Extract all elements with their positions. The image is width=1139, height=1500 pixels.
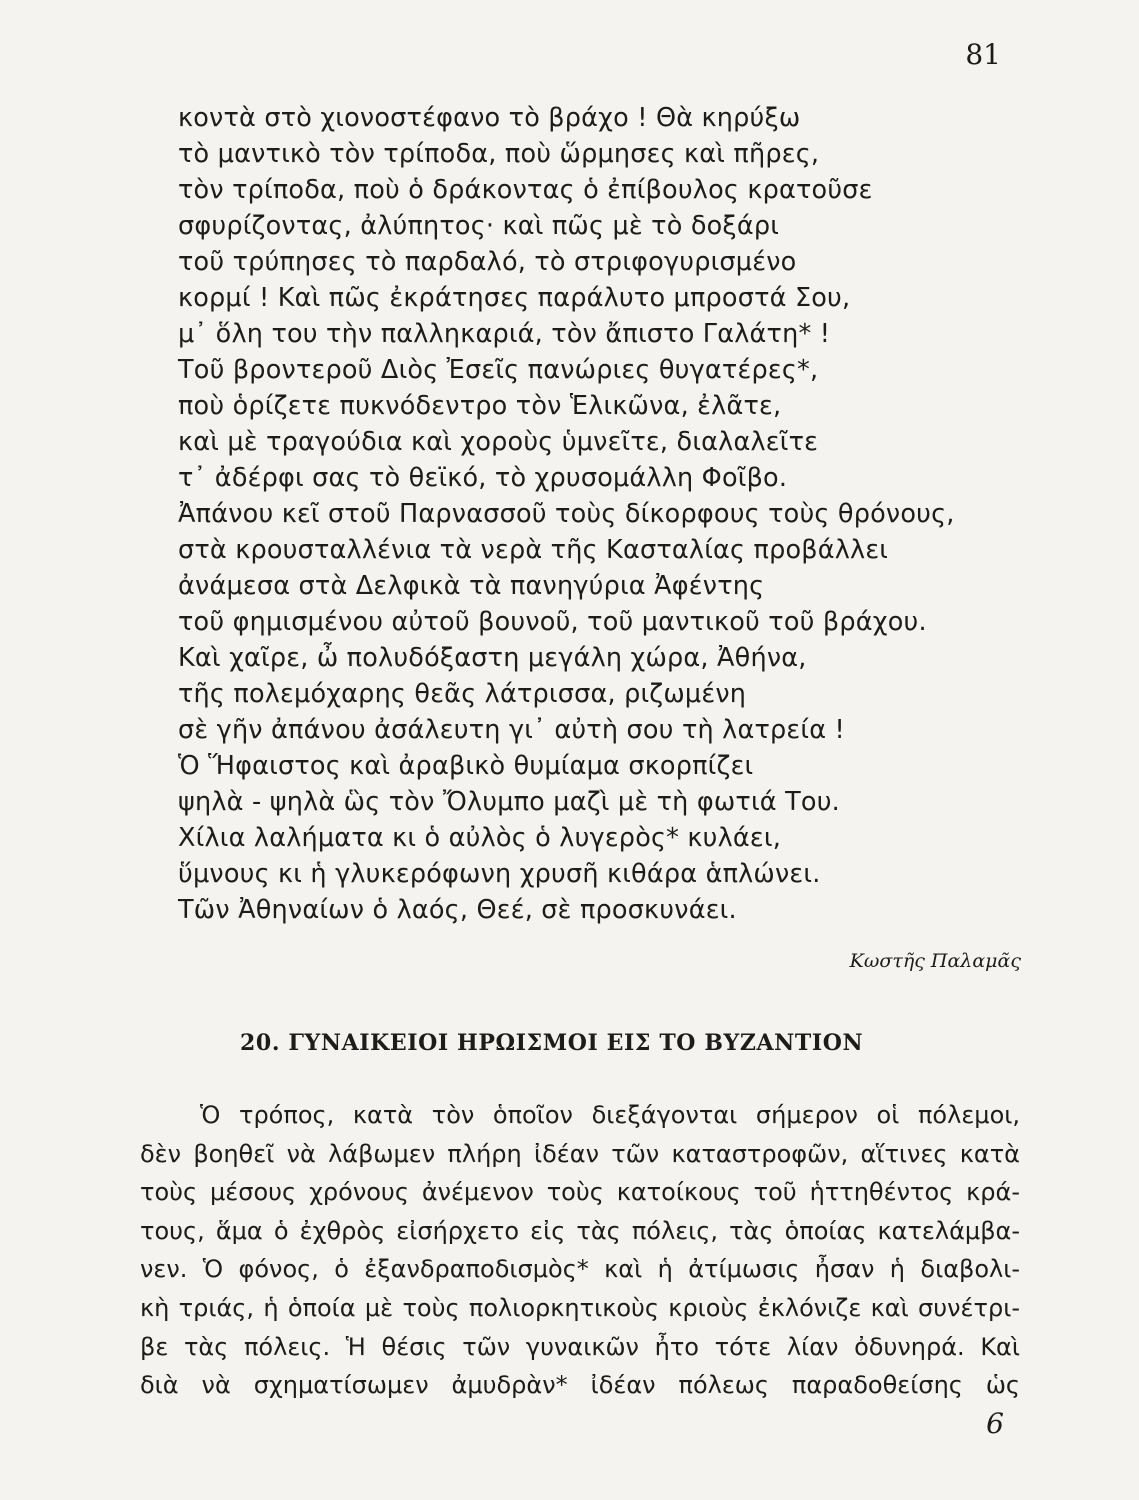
poem-line: Τῶν Ἀθηναίων ὁ λαός, Θεέ, σὲ προσκυνάει. xyxy=(178,895,737,925)
prose-line: κὴ τριάς, ἡ ὁποία μὲ τοὺς πολιορκητικοὺς κριοὺς ἐκλόνιζε καὶ συνέτρι- xyxy=(140,1293,1020,1322)
poem-line: τὸ μαντικὸ τὸν τρίποδα, ποὺ ὥρμησες καὶ πῆρες, xyxy=(178,139,820,169)
poem-line: τοῦ τρύπησες τὸ παρδαλό, τὸ στριφογυρισμένο xyxy=(178,247,797,277)
poem-line: ὕμνους κι ἡ γλυκερόφωνη χρυσῆ κιθάρα ἁπλώνει. xyxy=(178,859,821,889)
poem-line: σφυρίζοντας, ἀλύπητος· καὶ πῶς μὲ τὸ δοξάρι xyxy=(178,211,780,241)
section-heading: 20. ΓΥΝΑΙΚΕΙΟΙ ΗΡΩΙΣΜΟΙ ΕΙΣ ΤΟ ΒΥΖΑΝΤΙΟΝ xyxy=(240,1030,864,1056)
poem-line: μ᾿ ὅλη του τὴν παλληκαριά, τὸν ἄπιστο Γαλάτη* ! xyxy=(178,319,831,349)
poem-line: τῆς πολεμόχαρης θεᾶς λάτρισσα, ριζωμένη xyxy=(178,679,747,709)
prose-line: τοὺς μέσους χρόνους ἀνέμενον τοὺς κατοίκους τοῦ ἡττηθέντος κρά- xyxy=(140,1178,1020,1207)
poem-line: Τοῦ βροντεροῦ Διὸς Ἐσεῖς πανώριες θυγατέρες*, xyxy=(178,355,819,385)
prose-line: διὰ νὰ σχηματίσωμεν ἀμυδρὰν* ἰδέαν πόλεως παραδοθείσης ὡς xyxy=(140,1371,1020,1400)
poem-line: Χίλια λαλήματα κι ὁ αὐλὸς ὁ λυγερὸς* κυλάει, xyxy=(178,823,782,853)
poem-line: σὲ γῆν ἀπάνου ἀσάλευτη γι᾿ αὐτὴ σου τὴ λατρεία ! xyxy=(178,715,845,745)
poem-line: κορμί ! Καὶ πῶς ἐκράτησες παράλυτο μπροστά Σου, xyxy=(178,283,851,313)
poem-line: ψηλὰ - ψηλὰ ὣς τὸν Ὄλυμπο μαζὶ μὲ τὴ φωτιά Του. xyxy=(178,787,840,817)
poem-line: τοῦ φημισμένου αὐτοῦ βουνοῦ, τοῦ μαντικοῦ τοῦ βράχου. xyxy=(178,607,927,637)
poem-line: καὶ μὲ τραγούδια καὶ χοροὺς ὑμνεῖτε, διαλαλεῖτε xyxy=(178,427,819,457)
poem-line: Ἀπάνου κεῖ στοῦ Παρνασσοῦ τοὺς δίκορφους τοὺς θρόνους, xyxy=(178,499,955,529)
poem-author: Κωστῆς Παλαμᾶς xyxy=(849,950,1021,972)
poem-line: ἀνάμεσα στὰ Δελφικὰ τὰ πανηγύρια Ἀφέντης xyxy=(178,571,765,601)
prose-line: νεν. Ὁ φόνος, ὁ ἐξανδραποδισμὸς* καὶ ἡ ἀτίμωσις ἦσαν ἡ διαβολι- xyxy=(140,1255,1020,1284)
prose-line: δὲν βοηθεῖ νὰ λάβωμεν πλήρη ἰδέαν τῶν καταστροφῶν, αἵτινες κατὰ xyxy=(140,1139,1020,1168)
poem-line: τ᾿ ἀδέρφι σας τὸ θεϊκό, τὸ χρυσομάλλη Φοῖβο. xyxy=(178,463,788,493)
page-number: 81 xyxy=(965,38,1001,71)
poem-line: τὸν τρίποδα, ποὺ ὁ δράκοντας ὁ ἐπίβουλος κρατοῦσε xyxy=(178,175,873,205)
poem-line: Ὁ Ἥφαιστος καὶ ἀραβικὸ θυμίαμα σκορπίζει xyxy=(178,751,754,781)
poem-line: στὰ κρουσταλλένια τὰ νερὰ τῆς Κασταλίας προβάλλει xyxy=(178,535,889,565)
poem-line: ποὺ ὁρίζετε πυκνόδεντρο τὸν Ἑλικῶνα, ἐλᾶτε, xyxy=(178,391,782,421)
prose-line: Ὁ τρόπος, κατὰ τὸν ὁποῖον διεξάγονται σήμερον οἱ πόλεμοι, xyxy=(200,1101,1020,1129)
poem xyxy=(178,100,1028,928)
prose-line: βε τὰς πόλεις. Ἡ θέσις τῶν γυναικῶν ἦτο τότε λίαν ὀδυνηρά. Καὶ xyxy=(140,1332,1020,1361)
signature-mark: 6 xyxy=(986,1407,1004,1440)
prose-paragraph xyxy=(140,1096,1020,1405)
poem-line: Καὶ χαῖρε, ὦ πολυδόξαστη μεγάλη χώρα, Ἀθήνα, xyxy=(178,643,807,673)
poem-line: κοντὰ στὸ χιονοστέφανο τὸ βράχο ! Θὰ κηρύξω xyxy=(178,103,801,133)
prose-line: τους, ἅμα ὁ ἐχθρὸς εἰσήρχετο εἰς τὰς πόλεις, τὰς ὁποίας κατελάμβα- xyxy=(140,1216,1020,1245)
